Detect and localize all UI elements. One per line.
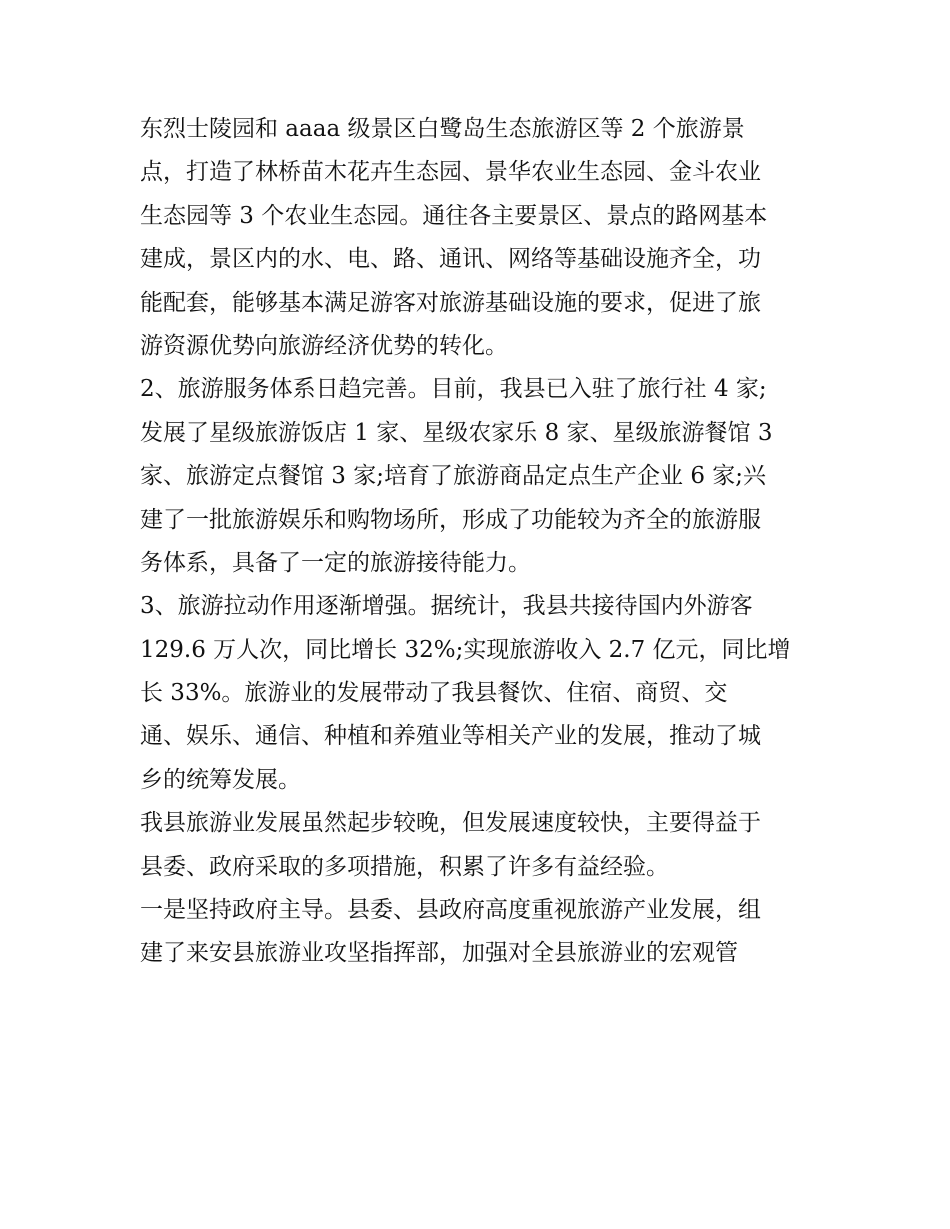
text-line: 129.6 万人次，同比增长 32%;实现旅游收入 2.7 亿元，同比增 — [140, 636, 791, 663]
text-line: 东烈士陵园和 aaaa 级景区白鹭岛生态旅游区等 2 个旅游景 — [140, 116, 745, 142]
text-line: 我县旅游业发展虽然起步较晚，但发展速度较快，主要得益于 — [140, 810, 761, 837]
text-line: 3、旅游拉动作用逐渐增强。据统计，我县共接待国内外游客 — [140, 593, 753, 620]
text-line: 建了来安县旅游业攻坚指挥部，加强对全县旅游业的宏观管 — [140, 940, 738, 967]
text-line: 生态园等 3 个农业生态园。通往各主要景区、景点的路网基本 — [140, 202, 768, 229]
text-line: 点，打造了林桥苗木花卉生态园、景华农业生态园、金斗农业 — [140, 159, 761, 186]
text-line: 发展了星级旅游饭店 1 家、星级农家乐 8 家、星级旅游餐馆 3 — [140, 419, 773, 446]
text-line: 2、旅游服务体系日趋完善。目前，我县已入驻了旅行社 4 家; — [140, 376, 767, 403]
text-line: 能配套，能够基本满足游客对旅游基础设施的要求，促进了旅 — [140, 289, 761, 316]
text-line: 建了一批旅游娱乐和购物场所，形成了功能较为齐全的旅游服 — [140, 506, 761, 533]
text-line: 乡的统筹发展。 — [140, 766, 301, 793]
text-line: 游资源优势向旅游经济优势的转化。 — [140, 332, 508, 359]
document-body — [140, 108, 820, 976]
text-line: 家、旅游定点餐馆 3 家;培育了旅游商品定点生产企业 6 家;兴 — [140, 463, 767, 490]
text-line: 县委、政府采取的多项措施，积累了许多有益经验。 — [140, 853, 669, 880]
text-line: 通、娱乐、通信、种植和养殖业等相关产业的发展，推动了城 — [140, 723, 761, 750]
text-line: 长 33%。旅游业的发展带动了我县餐饮、住宿、商贸、交 — [140, 680, 728, 707]
text-line: 务体系，具备了一定的旅游接待能力。 — [140, 549, 531, 576]
text-line: 建成，景区内的水、电、路、通讯、网络等基础设施齐全，功 — [140, 246, 761, 273]
text-line: 一是坚持政府主导。县委、县政府高度重视旅游产业发展，组 — [140, 897, 761, 924]
